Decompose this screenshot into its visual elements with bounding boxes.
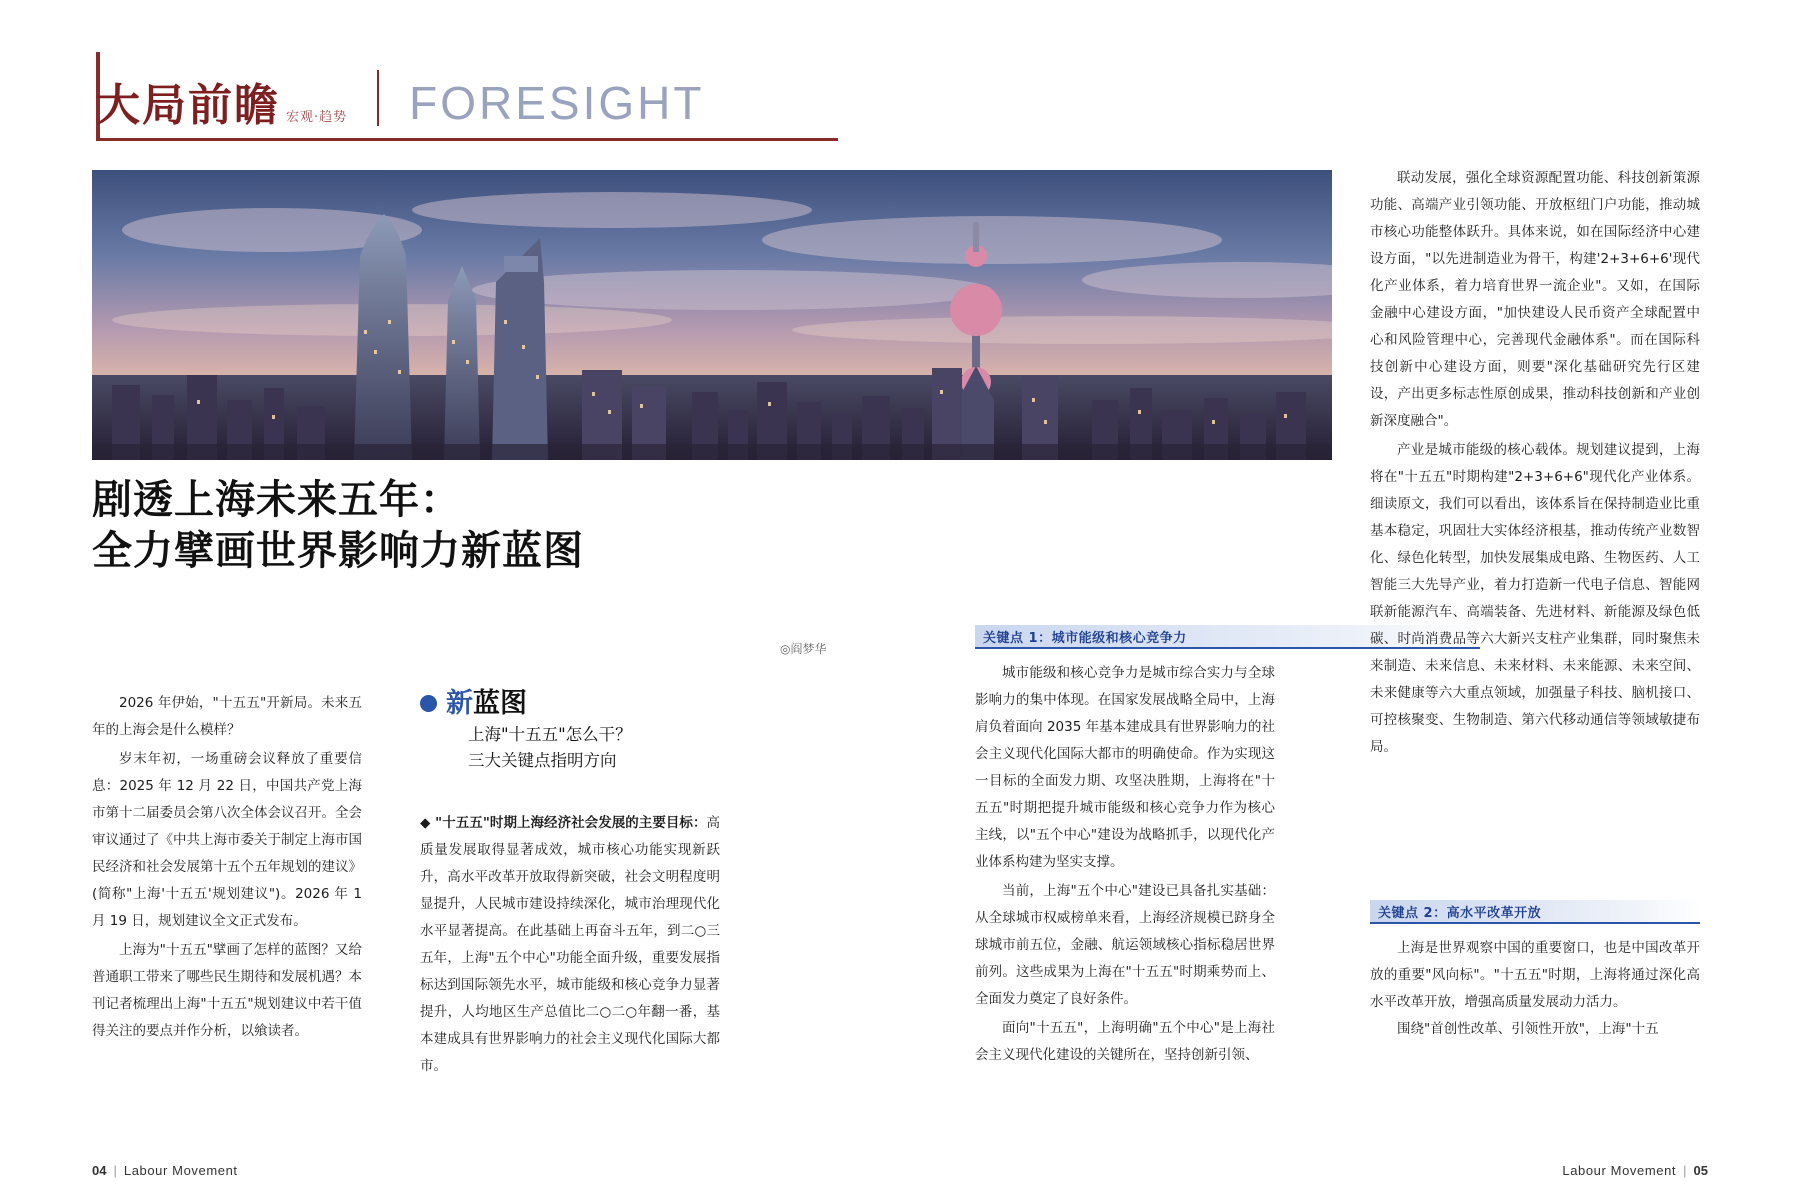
masthead bbox=[96, 52, 836, 131]
paragraph: 上海为"十五五"擘画了怎样的蓝图？又给普通职工带来了哪些民生期待和发展机遇？本刊记者梳理出上海"十五五"规划建议中若干值得关注的要点并作分析，以飨读者。 bbox=[92, 942, 362, 1039]
footer-page-number-left: 04 bbox=[92, 1162, 107, 1178]
paragraph: 上海是世界观察中国的重要窗口，也是中国改革开放的重要"风向标"。"十五五"时期，上海将通过深化高水平改革开放，增强高质量发展动力活力。 bbox=[1370, 940, 1700, 1010]
page-title bbox=[92, 475, 852, 577]
paragraph: 面向"十五五"，上海明确"五个中心"是上海社会主义现代化建设的关键所在，坚持创新引领、 bbox=[975, 1020, 1275, 1063]
masthead-rule bbox=[96, 138, 838, 141]
paragraph: 2026 年伊始，"十五五"开新局。未来五年的上海会是什么模样？ bbox=[92, 695, 362, 738]
deck-heading bbox=[420, 690, 720, 717]
keypoint-2-bar bbox=[1370, 900, 1700, 922]
body-column-3 bbox=[975, 660, 1275, 1071]
footer-separator: | bbox=[113, 1162, 117, 1178]
footer-publication-right: Labour Movement bbox=[1562, 1162, 1677, 1178]
footer-publication-left: Labour Movement bbox=[123, 1162, 238, 1178]
paragraph: 岁末年初，一场重磅会议释放了重要信息：2025 年 12 月 22 日，中国共产党上海市第十二届委员会第八次全体会议召开。全会审议通过了《中共上海市委关于制定上海市国民经济和社会发展第十五个五年规划的建议》(简称"上海'十五五'规划建议")。2026 年 1 月 19 日，规划建议全文正式发布。 bbox=[92, 751, 362, 929]
body-column-1 bbox=[92, 690, 362, 1047]
deck-lines bbox=[468, 722, 738, 773]
masthead-title-cn: 大局前瞻 bbox=[96, 80, 280, 131]
keypoint-2-label: 关键点 2：高水平改革开放 bbox=[1378, 905, 1542, 921]
paragraph: 联动发展，强化全球资源配置功能、科技创新策源功能、高端产业引领功能、开放枢纽门户功能，推动城市核心功能整体跃升。具体来说，如在国际经济中心建设方面，"以先进制造业为骨干，构建'2+3+6+6'现代化产业体系，着力培育世界一流企业"。又如，在国际金融中心建设方面，"加快建设人民币资产全球配置中心和风险管理中心，完善现代金融体系"。而在国际科技创新中心建设方面，则要"深化基础研究先行区建设，产出更多标志性原创成果，推动科技创新和产业创新深度融合"。 bbox=[1370, 170, 1700, 429]
deck-heading-black: 蓝图 bbox=[473, 688, 527, 719]
paragraph: 围绕"首创性改革、引领性开放"，上海"十五 bbox=[1397, 1021, 1659, 1037]
col2-lead-label: ◆ "十五五"时期上海经济社会发展的主要目标： bbox=[420, 815, 707, 831]
shanghai-skyline-illustration bbox=[92, 170, 1332, 460]
footer-right bbox=[1562, 1140, 1708, 1200]
deck-heading-text bbox=[446, 690, 527, 717]
headline-line-1: 剧透上海未来五年： bbox=[92, 477, 461, 523]
footer-page-number-right: 05 bbox=[1693, 1162, 1708, 1178]
byline: ◎阎梦华 bbox=[780, 642, 827, 656]
paragraph: 当前，上海"五个中心"建设已具备扎实基础：从全球城市权威榜单来看，上海经济规模已跻身全球城市前五位，金融、航运领域核心指标稳居世界前列。这些成果为上海在"十五五"时期乘势而上、全面发力奠定了良好条件。 bbox=[975, 883, 1275, 1007]
masthead-divider bbox=[377, 70, 379, 126]
masthead-subtitle-cn: 宏观·趋势 bbox=[286, 110, 348, 125]
paragraph: 产业是城市能级的核心载体。规划建议提到，上海将在"十五五"时期构建"2+3+6+6"现代化产业体系。细读原文，我们可以看出，该体系旨在保持制造业比重基本稳定，巩固壮大实体经济根基，推动传统产业数智化、绿色化转型，加快发展集成电路、生物医药、人工智能三大先导产业，着力打造新一代电子信息、智能网联新能源汽车、高端装备、先进材料、新能源及绿色低碳、时尚消费品等六大新兴支柱产业集群，同时聚焦未来制造、未来信息、未来材料、未来能源、未来空间、未来健康等六大重点领域，加强量子科技、脑机接口、可控核聚变、生物制造、第六代移动通信等领域敏捷布局。 bbox=[1370, 442, 1700, 755]
footer-left bbox=[92, 1140, 238, 1200]
body-column-2 bbox=[420, 810, 720, 1082]
paragraph: 城市能级和核心竞争力是城市综合实力与全球影响力的集中体现。在国家发展战略全局中，上海肩负着面向 2035 年基本建成具有世界影响力的社会主义现代化国际大都市的明确使命。作为实现这一目标的全面发力期、攻坚决胜期，上海将在"十五五"时期把提升城市能级和核心竞争力作为核心主线，以"五个中心"建设为战略抓手，以现代化产业体系构建为坚实支撑。 bbox=[975, 665, 1275, 870]
body-column-4b bbox=[1370, 935, 1700, 1043]
body-column-4 bbox=[1370, 165, 1700, 763]
paragraph: 高质量发展取得显著成效，城市核心功能实现新跃升，高水平改革开放取得新突破，社会文明程度明显提升，人民城市建设持续深化，城市治理现代化水平显著提高。在此基础上再奋斗五年，到二○三五年，上海"五个中心"功能全面升级，重要发展指标达到国际领先水平，城市能级和核心竞争力显著提升，人均地区生产总值比二○二○年翻一番，基本建成具有世界影响力的社会主义现代化国际大都市。 bbox=[420, 815, 720, 1074]
deck-heading-blue: 新 bbox=[446, 688, 473, 719]
keypoint-1-label: 关键点 1：城市能级和核心竞争力 bbox=[983, 630, 1187, 646]
deck-line-2: 三大关键点指明方向 bbox=[468, 750, 617, 770]
footer-separator: | bbox=[1683, 1162, 1687, 1178]
headline-line-2: 全力擘画世界影响力新蓝图 bbox=[92, 528, 584, 575]
bullet-dot-icon bbox=[420, 695, 437, 712]
deck-line-1: 上海"十五五"怎么干？ bbox=[468, 725, 632, 744]
keypoint-2-underline bbox=[1370, 922, 1700, 924]
hero-image bbox=[92, 170, 1332, 460]
masthead-title-en: FORESIGHT bbox=[409, 77, 705, 129]
